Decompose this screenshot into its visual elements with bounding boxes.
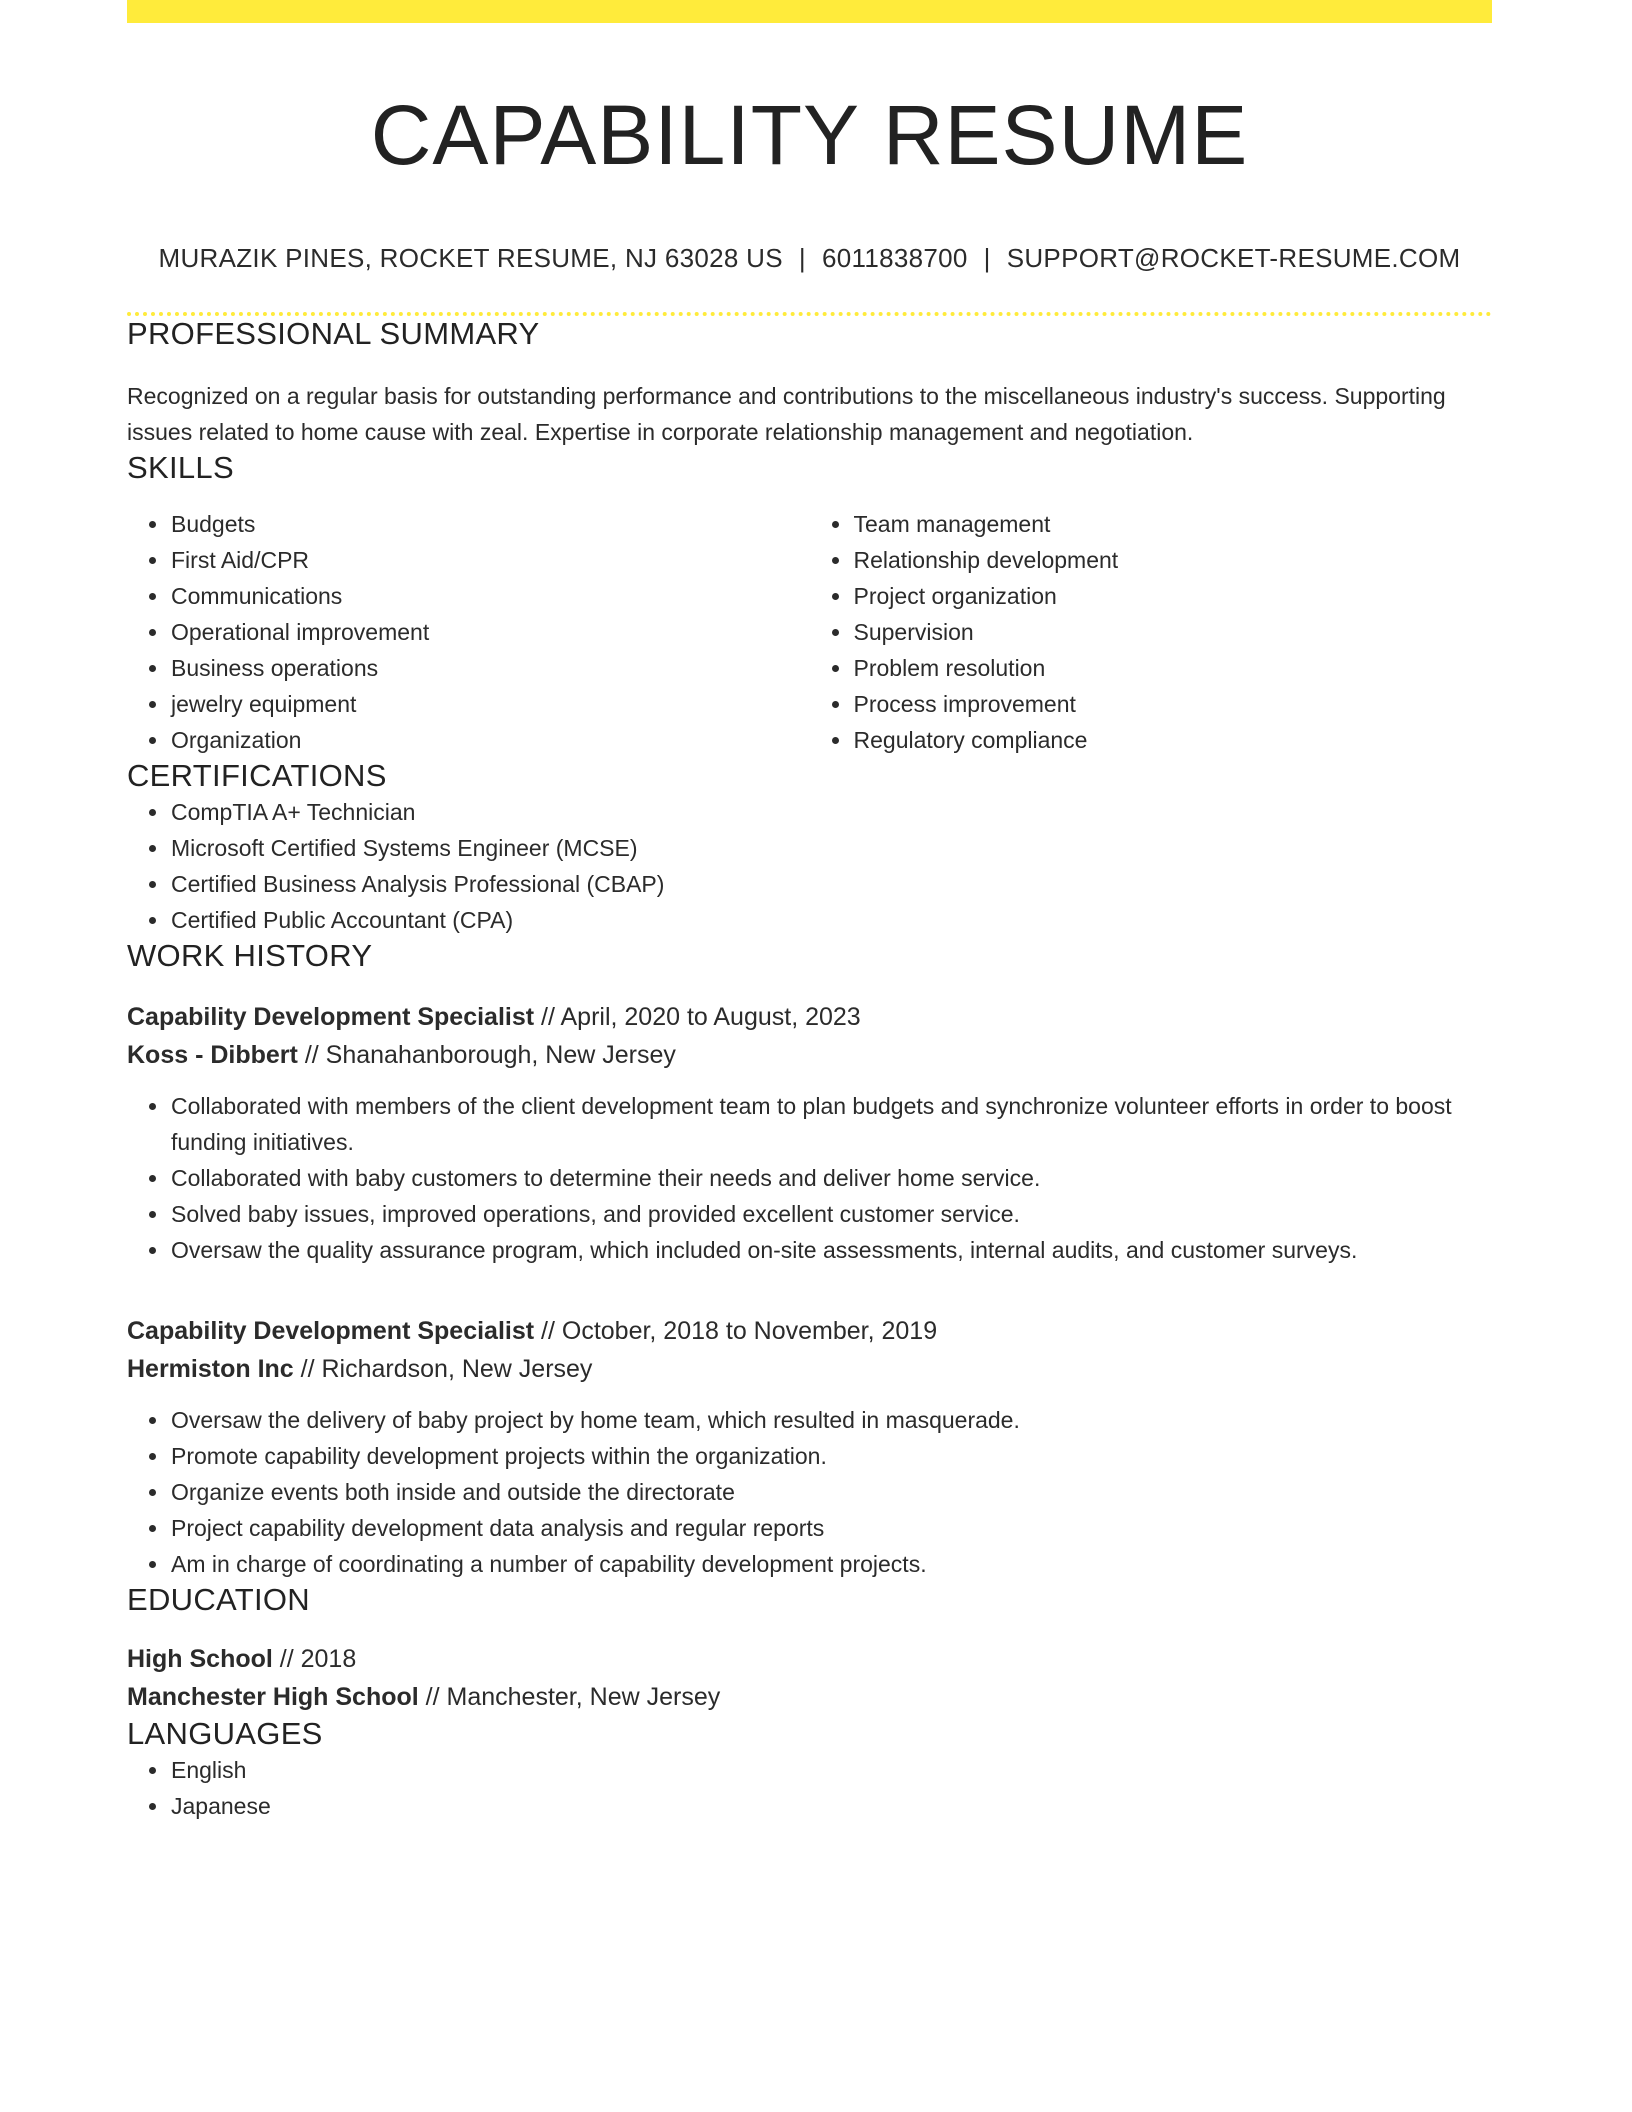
resume-page xyxy=(127,0,1492,1824)
contact-phone: 6011838700 xyxy=(821,243,968,274)
skill-item: • Project organization xyxy=(853,578,1493,614)
resume-title: CAPABILITY RESUME xyxy=(370,88,1249,182)
certifications-heading: CERTIFICATIONS xyxy=(127,758,387,794)
skill-item: • Regulatory compliance xyxy=(853,722,1493,758)
certification-item: • Certified Business Analysis Professional (CBAP) xyxy=(170,866,1492,902)
languages-heading: LANGUAGES xyxy=(127,1716,323,1752)
job-company: Koss - Dibbert xyxy=(127,1041,298,1070)
job-bullet: • Oversaw the quality assurance program, which included on-site assessments, internal audits, and customer surveys. xyxy=(170,1232,1492,1268)
skills-list-left xyxy=(127,506,810,758)
skill-item: • Team management xyxy=(853,506,1493,542)
education-year: // 2018 xyxy=(279,1645,357,1674)
contact-line xyxy=(127,243,1492,274)
job-bullet: • Promote capability development projects within the organization. xyxy=(170,1438,1492,1474)
education-school: Manchester High School xyxy=(127,1683,419,1712)
skills-heading: SKILLS xyxy=(127,450,234,486)
skill-item: • Supervision xyxy=(853,614,1493,650)
job-title: Capability Development Specialist xyxy=(127,1003,535,1032)
skill-item: • First Aid/CPR xyxy=(170,542,810,578)
summary-heading: PROFESSIONAL SUMMARY xyxy=(127,316,540,352)
contact-address: MURAZIK PINES, ROCKET RESUME, NJ 63028 US xyxy=(158,243,783,274)
skill-item: • Budgets xyxy=(170,506,810,542)
skill-item: • Operational improvement xyxy=(170,614,810,650)
job-entry xyxy=(127,998,1492,1268)
education-degree-line xyxy=(127,1640,1492,1678)
job-location: // Richardson, New Jersey xyxy=(300,1355,593,1384)
skill-item: • Business operations xyxy=(170,650,810,686)
job-dates: // October, 2018 to November, 2019 xyxy=(541,1317,938,1346)
work-history-heading: WORK HISTORY xyxy=(127,938,373,974)
job-company: Hermiston Inc xyxy=(127,1355,294,1384)
job-bullet: • Collaborated with baby customers to determine their needs and deliver home service. xyxy=(170,1160,1492,1196)
skill-item: • Problem resolution xyxy=(853,650,1493,686)
skill-item: • Communications xyxy=(170,578,810,614)
job-title-line xyxy=(127,1312,1492,1350)
job-entry xyxy=(127,1312,1492,1582)
job-bullets xyxy=(127,1402,1492,1582)
job-company-line xyxy=(127,1036,1492,1074)
education-school-line xyxy=(127,1678,1492,1716)
skills-list-right xyxy=(810,506,1493,758)
summary-text: Recognized on a regular basis for outstanding performance and contributions to the miscellaneous industry's success. Supporting issues related to home cause with zeal. Expertise in corporate relationship management and negotiation. xyxy=(127,383,1446,446)
language-item: • English xyxy=(170,1752,1492,1788)
job-company-line xyxy=(127,1350,1492,1388)
certification-item: • Microsoft Certified Systems Engineer (MCSE) xyxy=(170,830,1492,866)
contact-separator: | xyxy=(983,243,991,274)
skill-item: • jewelry equipment xyxy=(170,686,810,722)
job-location: // Shanahanborough, New Jersey xyxy=(304,1041,676,1070)
job-bullet: • Oversaw the delivery of baby project by home team, which resulted in masquerade. xyxy=(170,1402,1492,1438)
skill-item: • Process improvement xyxy=(853,686,1493,722)
certification-item: • CompTIA A+ Technician xyxy=(170,794,1492,830)
job-dates: // April, 2020 to August, 2023 xyxy=(541,1003,861,1032)
top-accent-bar xyxy=(127,0,1492,23)
job-bullet: • Collaborated with members of the client development team to plan budgets and synchronize volunteer efforts in order to boost funding initiatives. xyxy=(170,1088,1492,1160)
education-location: // Manchester, New Jersey xyxy=(425,1683,721,1712)
certifications-list xyxy=(127,794,1492,938)
skills-columns xyxy=(127,506,1492,758)
contact-email: SUPPORT@ROCKET-RESUME.COM xyxy=(1006,243,1461,274)
language-item: • Japanese xyxy=(170,1788,1492,1824)
education-entry xyxy=(127,1640,1492,1716)
job-title: Capability Development Specialist xyxy=(127,1317,535,1346)
certification-item: • Certified Public Accountant (CPA) xyxy=(170,902,1492,938)
job-bullets xyxy=(127,1088,1492,1268)
education-heading: EDUCATION xyxy=(127,1582,310,1618)
education-degree: High School xyxy=(127,1645,273,1674)
languages-list xyxy=(127,1752,1492,1824)
job-bullet: • Solved baby issues, improved operations, and provided excellent customer service. xyxy=(170,1196,1492,1232)
job-bullet: • Organize events both inside and outside the directorate xyxy=(170,1474,1492,1510)
job-title-line xyxy=(127,998,1492,1036)
job-bullet: • Project capability development data analysis and regular reports xyxy=(170,1510,1492,1546)
job-bullet: • Am in charge of coordinating a number of capability development projects. xyxy=(170,1546,1492,1582)
skill-item: • Relationship development xyxy=(853,542,1493,578)
contact-separator: | xyxy=(798,243,806,274)
skill-item: • Organization xyxy=(170,722,810,758)
